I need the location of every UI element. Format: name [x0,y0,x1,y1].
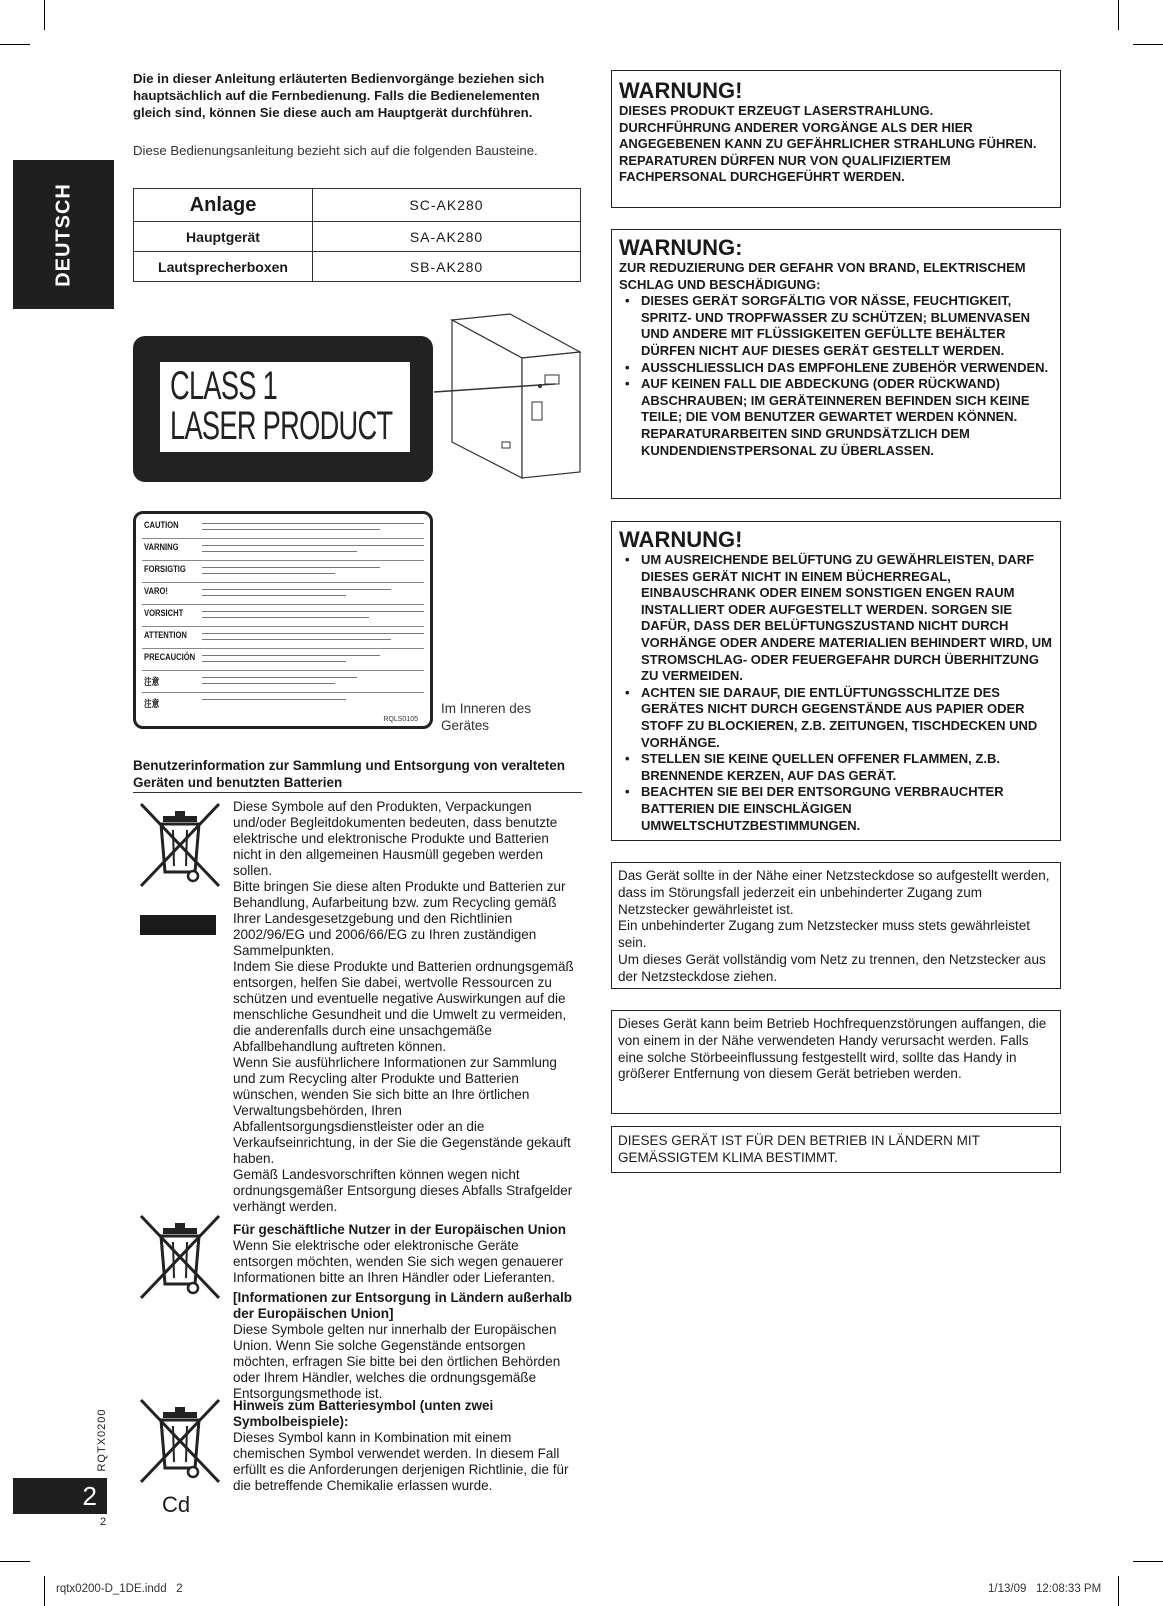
disposal-business-text: Wenn Sie elektrische oder elektronische Geräte entsorgen möchten, wenden Sie sich wegen genauerer Informationen bitte an Ihren Händler oder Lieferanten. [233,1238,564,1285]
disposal-business-title: Für geschäftliche Nutzer in der Europäischen Union [233,1222,567,1237]
battery-note-title: Hinweis zum Batteriesymbol (unten zwei Symbolbeispiele): [233,1398,494,1429]
label-key: VORSICHT [144,608,184,619]
disposal-outside-eu [233,1290,578,1402]
black-bar-symbol [140,915,216,935]
warning-item: • ACHTEN SIE DARAUF, DIE ENTLÜFTUNGSSCHLITZE DES GERÄTES NICHT DURCH GEGENSTÄNDE AUS PAPIER ODER STOFF ZU BLOCKIEREN, Z.B. ZEITUNGEN, TISCHDECKEN UND VORHÄNGE. [619,685,1053,751]
note-climate: DIESES GERÄT IST FÜR DEN BETRIEB IN LÄNDERN MIT GEMÄSSIGTEM KLIMA BESTIMMT. [611,1126,1061,1173]
warning-text: DIESES PRODUKT ERZEUGT LASERSTRAHLUNG. DURCHFÜHRUNG ANDERER VORGÄNGE ALS DER HIER ANGEGEBENEN KANN ZU GEFÄHRLICHER STRAHLUNG FÜHREN. REPARATUREN DÜRFEN NUR VON QUALIFIZIERTEM FACHPERSONAL DURCHGEFÜHRT WERDEN. [619,103,1037,185]
model-table [133,188,581,282]
doc-code: RQTX0200 [96,1408,108,1472]
label-code: RQLS0105 [383,716,418,723]
class1-laser-label [133,336,433,482]
table-row [134,252,581,282]
warning-item: • STELLEN SIE KEINE QUELLEN OFFENER FLAMMEN, Z.B. BRENNENDE KERZEN, AUF DAS GERÄT. [619,751,1053,784]
laser-label-line2: LASER PRODUCT [170,404,393,448]
crop-mark [1118,0,1119,30]
disposal-business [233,1222,578,1286]
crossed-bin-icon [135,1396,225,1486]
intro-plain: Diese Bedienungsanleitung bezieht sich auf die folgenden Bausteine. [133,143,538,158]
disposal-title: Benutzerinformation zur Sammlung und Entsorgung von veralteten Geräten und benutzten Batterien [133,758,566,790]
device-drawing [430,312,590,484]
warning-box-laser [611,70,1061,208]
divider [133,792,582,793]
warning-box-fire [611,229,1061,499]
footer-file: rqtx0200-D_1DE.indd 2 [56,1583,183,1595]
warning-title: WARNUNG: [619,235,743,260]
crop-mark [1118,1576,1119,1606]
warning-item: • AUF KEINEN FALL DIE ABDECKUNG (ODER RÜCKWAND) ABSCHRAUBEN; IM GERÄTEINNEREN BEFINDEN SICH KEINE TEILE; DIE VOM BENUTZER GEWARTET WERDEN KÖNNEN. REPARATURARBEITEN SIND GRUNDSÄTZLICH DEM KUNDENDIENSTPERSONAL ZU ÜBERLASSEN. [619,376,1053,459]
note-mains-access: Das Gerät sollte in der Nähe einer Netzsteckdose so aufgestellt werden, dass im Störungsfall jederzeit ein unbehinderter Zugang zum Netzstecker gewährleistet ist. Ein unbehinderter Zugang zum Netzstecker muss stets gewährleistet sein. Um dieses Gerät vollständig vom Netz zu trennen, den Netzstecker aus der Netzsteckdose ziehen. [611,862,1061,989]
model-label: Anlage [134,189,313,222]
warning-item: • DIESES GERÄT SORGFÄLTIG VOR NÄSSE, FEUCHTIGKEIT, SPRITZ- UND TROPFWASSER ZU SCHÜTZEN; BLUMENVASEN UND ANDERE MIT FLÜSSIGKEITEN GEFÜLLTE BEHÄLTER DÜRFEN NICHT AUF DIESES GERÄT GESTELLT WERDEN. [619,293,1053,359]
label-key: FORSIGTIG [144,564,186,575]
label-key: 注意 [144,699,160,710]
intro-bold: Die in dieser Anleitung erläuterten Bedienvorgänge beziehen sich hauptsächlich auf die Fernbedienung. Falls die Bedienelementen gleich sind, können Sie diese auch am Hauptgerät durchführen. [133,71,545,120]
table-row [134,189,581,222]
warning-intro: ZUR REDUZIERUNG DER GEFAHR VON BRAND, ELEKTRISCHEM SCHLAG UND BESCHÄDIGUNG: [619,260,1026,292]
label-key: VARNING [144,542,179,553]
label-key: 注意 [144,677,160,688]
disposal-outside-title: [Informationen zur Entsorgung in Ländern außerhalb der Europäischen Union] [233,1290,573,1321]
disposal-outside-text: Diese Symbole gelten nur innerhalb der Europäischen Union. Wenn Sie solche Gegenstände entsorgen möchten, erfragen Sie bitte bei den örtlichen Behörden oder Ihrem Händler, welches die ordnungsgemäße Entsorgungsmethode ist. [233,1322,561,1401]
inside-note: Im Inneren des Gerätes [441,701,532,733]
note-mobile-interference: Dieses Gerät kann beim Betrieb Hochfrequenzstörungen auffangen, die von einem in der Nähe verwendeten Handy verursacht werden. Falls eine solche Störbeeinflussung festgestellt wird, sollte das Handy in größerer Entfernung von diesem Gerät betrieben werden. [611,1010,1061,1114]
crop-mark [1133,1561,1163,1562]
laser-warning-labels [133,511,433,729]
battery-note [233,1398,578,1494]
warning-title: WARNUNG! [619,527,743,552]
label-key: CAUTION [144,520,179,531]
cd-symbol: Cd [162,1492,191,1517]
battery-note-text: Dieses Symbol kann in Kombination mit einem chemischen Symbol verwendet werden. In diesem Fall erfüllt es die Anforderungen derjenigen Richtlinie, die für die betreffende Chemikalie erlassen wurde. [233,1430,569,1493]
model-value: SA-AK280 [313,222,581,252]
laser-label-line1: CLASS 1 [170,364,278,408]
footer-timestamp: 1/13/09 12:08:33 PM [988,1583,1102,1595]
warning-item: • UM AUSREICHENDE BELÜFTUNG ZU GEWÄHRLEISTEN, DARF DIESES GERÄT NICHT IN EINEM BÜCHERREGAL, EINBAUSCHRANK ODER EINEM SONSTIGEN ENGEN RAUM INSTALLIERT ODER AUFGESTELLT WERDEN. SORGEN SIE DAFÜR, DASS DER BELÜFTUNGSZUSTAND NICHT DURCH VORHÄNGE ODER ANDERE MATERIALIEN BEHINDERT WIRD, UM STROMSCHLAG- ODER FEUERGEFAHR DURCH ÜBERHITZUNG ZU VERMEIDEN. [619,552,1053,685]
crop-mark [1133,44,1163,45]
warning-box-ventilation [611,521,1061,841]
table-row [134,222,581,252]
disposal-paragraph: Diese Symbole auf den Produkten, Verpackungen und/oder Begleitdokumenten bedeuten, dass benutzte elektrische und elektronische Produkte und Batterien nicht in den allgemeinen Hausmüll gegeben werden sollen. Bitte bringen Sie diese alten Produkte und Batterien zur Behandlung, Aufarbeitung bzw. zum Recycling gemäß Ihrer Landesgesetzgebung und den Richtlinien 2002/96/EG und 2006/66/EG zu Ihren zuständigen Sammelpunkten. Indem Sie diese Produkte und Batterien ordnungsgemäß entsorgen, helfen Sie dabei, wertvolle Ressourcen zu schützen und eventuelle negative Auswirkungen auf die menschliche Gesundheit und die Umwelt zu vermeiden, die anderenfalls durch eine unsachgemäße Abfallbehandlung auftreten können. Wenn Sie ausführlichere Informationen zur Sammlung und zum Recycling alter Produkte und Batterien wünschen, wenden Sie sich bitte an Ihre örtlichen Verwaltungsbehörden, Ihren Abfallentsorgungsdienstleister oder an die Verkaufseinrichtung, in der Sie die Gegenstände gekauft haben. Gemäß Landesvorschriften können wegen nicht ordnungsgemäßer Entsorgung dieses Abfalls Strafgelder verhängt werden. [233,799,574,1214]
crossed-bin-icon [135,800,225,890]
warning-item: • AUSSCHLIESSLICH DAS EMPFOHLENE ZUBEHÖR VERWENDEN. [619,360,1053,377]
model-label: Hauptgerät [134,222,313,252]
crossed-bin-icon [135,1212,225,1302]
label-key: VARO! [144,586,168,597]
warning-list [619,293,1053,459]
warning-list [619,552,1053,834]
language-tab: DEUTSCH [13,160,114,309]
model-label: Lautsprecherboxen [134,252,313,282]
crop-mark [44,1576,45,1606]
page-number-box: 2 [13,1478,107,1514]
crop-mark [0,1561,30,1562]
crop-mark [44,0,45,30]
label-key: PRECAUCIÓN [144,652,196,663]
page-number-small: 2 [100,1516,107,1528]
model-value: SB-AK280 [313,252,581,282]
warning-title: WARNUNG! [619,78,743,103]
warning-item: • BEACHTEN SIE BEI DER ENTSORGUNG VERBRAUCHTER BATTERIEN DIE EINSCHLÄGIGEN UMWELTSCHUTZBESTIMMUNGEN. [619,784,1053,834]
crop-mark [0,44,30,45]
label-key: ATTENTION [144,630,187,641]
model-value: SC-AK280 [313,189,581,222]
